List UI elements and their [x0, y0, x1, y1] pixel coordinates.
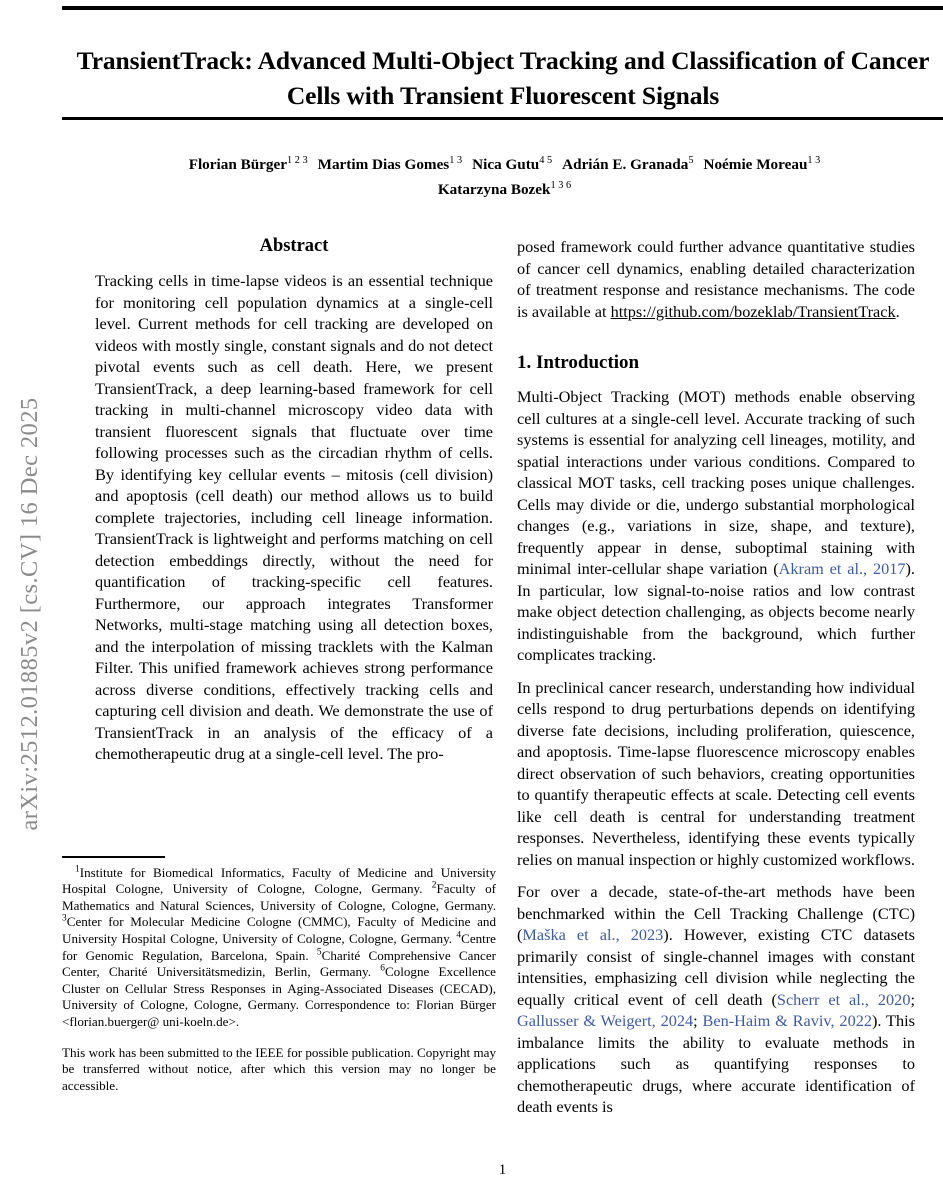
author-line-1 [82, 152, 927, 177]
abstract-heading: Abstract [259, 236, 329, 256]
author-entry [438, 181, 571, 198]
abstract-cont-text: posed framework could further advance quantitative studies of cancer cell dynamics, enabling detailed characterization of treatment response and resistance mechanisms. The code is available at [517, 237, 915, 321]
author-entry [318, 156, 463, 173]
author-list [82, 152, 927, 202]
author-name: Florian Bürger [188, 156, 287, 173]
affiliation-text: Faculty of Mathematics and Natural Sciences, University of Cologne, Cologne, Germany. [62, 881, 496, 913]
citation[interactable]: Ben-Haim & Raviv, 2022 [702, 1011, 872, 1030]
author-entry [562, 156, 693, 173]
footnote-block [62, 856, 496, 1105]
affiliation-mark: 3 [62, 914, 67, 925]
citation[interactable]: Scherr et al., 2020 [776, 989, 911, 1009]
top-rule [62, 6, 943, 10]
page-number: 1 [498, 1162, 507, 1178]
text-segment: For over a decade, state-of-the-art methods have been benchmarked within the Cell Tracking Challenge (CTC) ( [517, 882, 915, 944]
page-title [70, 43, 936, 113]
arxiv-stamp-text: arXiv:2512.01885v2 [cs.CV] 16 Dec 2025 [16, 397, 43, 831]
abstract-cont-period: . [895, 301, 900, 321]
text-segment: ). However, existing CTC datasets primarily consist of single-channel images with constant intensities, emphasizing cell division while neglecting the equally critical event of cell death ( [517, 925, 915, 1009]
introduction-heading: 1. Introduction [517, 352, 640, 373]
author-line-2 [82, 177, 927, 202]
author-affiliation-marks: 5 [688, 154, 694, 166]
copyright-notice: This work has been submitted to the IEEE for possible publication. Copyright may be transferred without notice, after which this version may no longer be accessible. [62, 1044, 496, 1093]
author-entry [189, 156, 308, 173]
paper-content [62, 0, 943, 1200]
author-entry [704, 156, 821, 173]
intro-paragraph-3 [517, 881, 915, 1118]
citation[interactable]: Gallusser & Weigert, 2024 [517, 1011, 694, 1030]
text-segment: ; [910, 989, 915, 1009]
title-line-2: Cells with Transient Fluorescent Signals [286, 81, 720, 111]
intro-paragraph-1 [517, 386, 915, 666]
arxiv-stamp [0, 0, 52, 1200]
author-affiliation-marks: 1 3 [449, 154, 463, 166]
text-segment: ). In particular, low signal-to-noise ratios and low contrast make object detection challenging, as objects become nearly indistinguishable from the background, which further complicates tracking. [517, 559, 916, 664]
author-affiliation-marks: 1 2 3 [286, 154, 308, 166]
affiliation-mark: 4 [456, 930, 462, 941]
citation[interactable]: Maška et al., 2023 [522, 925, 664, 944]
author-name: Martim Dias Gomes [317, 156, 450, 173]
text-segment: Multi-Object Tracking (MOT) methods enable observing cell cultures at a single-cell level. Accurate tracking of such systems is essential for analyzing cell lineages, motility, and spatial interactions under various conditions. Compared to classical MOT tasks, cell tracking poses unique challenges. Cells may divide or die, undergo substantial morphological changes (e.g., variations in size, shape, and texture), frequently appear in dense, suboptimal staining with minimal inter-cellular shape variation ( [517, 387, 915, 578]
affiliation-text: Institute for Biomedical Informatics, Faculty of Medicine and University Hospital Cologne, University of Cologne, Cologne, Germany. [62, 864, 496, 897]
affiliations-footnote [62, 865, 496, 1031]
author-affiliation-marks: 1 3 [807, 154, 821, 166]
affiliation-text: Cologne Excellence Cluster on Cellular Stress Responses in Aging-Associated Diseases (CECAD), University of Cologne, Cologne, Germany. Correspondence to: Florian Bürger <florian.buerger@ uni-koeln.de>. [62, 964, 496, 1029]
affiliation-text: Charité Comprehensive Cancer Center, Charité Universitätsmedizin, Berlin, Germany. [62, 947, 497, 980]
right-column [517, 236, 915, 1118]
author-name: Adrián E. Granada [562, 156, 689, 173]
title-line-1: TransientTrack: Advanced Multi-Object Tracking and Classification of Cancer [76, 46, 930, 76]
author-name: Katarzyna Bozek [437, 181, 551, 198]
text-segment: ). This imbalance limits the ability to evaluate methods in applications such as quantifying responses to chemotherapeutic drugs, where accurate identification of death events is [517, 1011, 915, 1116]
abstract-continuation [517, 236, 915, 322]
author-entry [472, 156, 552, 173]
footnote-rule [62, 856, 165, 858]
abstract-paragraph: Tracking cells in time-lapse videos is an essential technique for monitoring cell population dynamics at a single-cell level. Current methods for cell tracking are developed on videos with mostly single, constant signals and do not detect pivotal events such as cell death. Here, we present TransientTrack, a deep learning-based framework for cell tracking in multi-channel microscopy video data with transient fluorescent signals that fluctuate over time following processes such as the circadian rhythm of cells. By identifying key cellular events – mitosis (cell division) and apoptosis (cell death) our method allows us to build complete trajectories, including cell lineage information. TransientTrack is lightweight and performs matching on cell detection embeddings directly, without the need for quantification of tracking-specific cell features. Furthermore, our approach integrates Transformer Networks, multi-stage matching using all detection boxes, and the interpolation of missing tracklets with the Kalman Filter. This unified framework achieves strong performance across diverse conditions, effectively tracking cells and capturing cell division and death. We demonstrate the use of TransientTrack in an analysis of the efficacy of a chemotherapeutic drug at a single-cell level. The pro- [95, 271, 493, 763]
affiliation-mark: 5 [316, 947, 322, 958]
affiliation-mark: 1 [75, 864, 80, 875]
title-rule [62, 117, 943, 120]
affiliation-text: Centre for Genomic Regulation, Barcelona, Spain. [62, 930, 496, 963]
affiliation-text: Center for Molecular Medicine Cologne (CMMC), Faculty of Medicine and University Hospital Cologne, University of Cologne, Cologne, Germany. [62, 914, 496, 946]
left-column [95, 236, 493, 776]
citation[interactable]: Akram et al., 2017 [778, 559, 906, 578]
author-name: Nica Gutu [472, 156, 540, 173]
affiliation-mark: 6 [380, 963, 385, 974]
text-segment: ; [693, 1011, 703, 1030]
affiliation-mark: 2 [431, 880, 437, 891]
author-name: Noémie Moreau [703, 156, 808, 173]
intro-paragraph-2: In preclinical cancer research, understanding how individual cells respond to drug perturbations depends on identifying diverse fate decisions, including proliferation, quiescence, and apoptosis. Time-lapse fluorescence microscopy enables direct observation of such behaviors, creating opportunities to quantify therapeutic effects at scale. Detecting cell events like cell death is central for understanding treatment responses. Nevertheless, identifying these events typically relies on manual inspection or highly customized workflows. [517, 677, 915, 869]
github-link[interactable]: https://github.com/bozeklab/TransientTrack [610, 301, 896, 321]
author-affiliation-marks: 1 3 6 [550, 179, 572, 191]
author-affiliation-marks: 4 5 [539, 154, 553, 166]
